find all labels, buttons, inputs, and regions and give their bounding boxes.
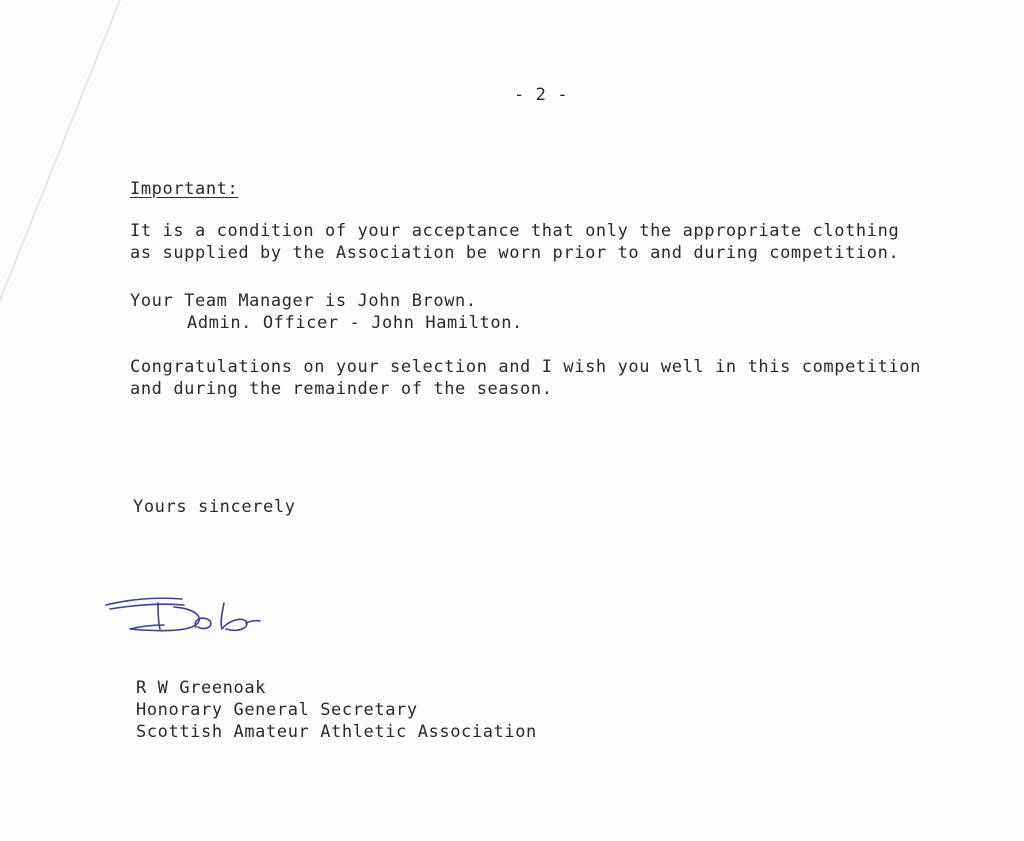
condition-line-1: It is a condition of your acceptance that only the appropriate clothing <box>130 221 900 241</box>
sender-name: R W Greenoak <box>136 678 267 698</box>
team-manager-line: Your Team Manager is John Brown. <box>130 291 477 311</box>
congratulations-paragraph <box>130 356 921 400</box>
important-heading: Important: <box>130 179 239 199</box>
admin-officer-line: Admin. Officer - John Hamilton. <box>187 313 523 333</box>
handwritten-signature <box>100 585 280 645</box>
condition-line-2: as supplied by the Association be worn prior to and during competition. <box>130 243 900 263</box>
sender-title: Honorary General Secretary <box>136 700 418 720</box>
condition-paragraph <box>130 220 899 264</box>
signature-block <box>136 677 537 743</box>
congrats-line-2: and during the remainder of the season. <box>130 379 553 399</box>
closing <box>133 496 296 518</box>
closing-text: Yours sincerely <box>133 497 296 517</box>
team-paragraph <box>130 290 523 334</box>
page-number: - 2 - <box>514 85 569 105</box>
congrats-line-1: Congratulations on your selection and I wish you well in this competition <box>130 357 921 377</box>
sender-organization: Scottish Amateur Athletic Association <box>136 722 537 742</box>
